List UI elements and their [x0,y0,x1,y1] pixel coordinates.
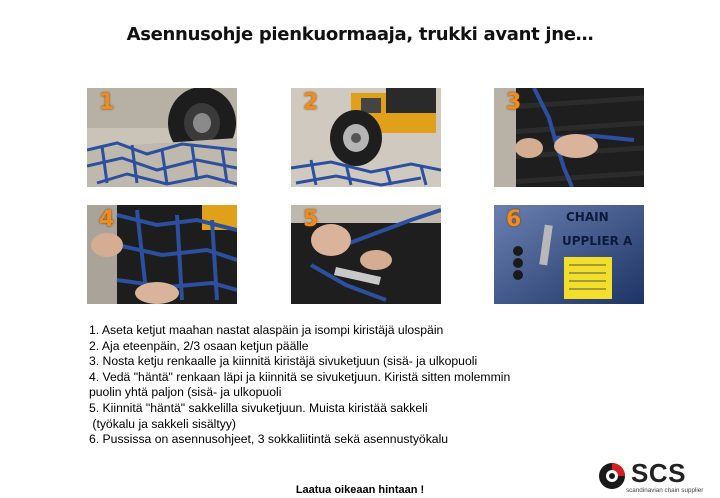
step-2-photo [291,88,441,187]
step-5-number: 5 [303,207,319,232]
instruction-line: 4. Vedä "häntä" renkaan läpi ja kiinnitä se sivuketjuun. Kiristä sitten molemmin [89,369,511,384]
step-1-photo [87,88,237,187]
step-5-photo [291,205,441,304]
step-3-photo [494,88,644,187]
instruction-line: 1. Aseta ketjut maahan nastat alaspäin ja isompi kiristäjä ulospäin [89,323,444,337]
instruction-line: 3. Nosta ketju renkaalle ja kiinnitä kiristäjä sivuketjuun (sisä- ja ulkopuoli [89,354,478,369]
instruction-line: 5. Kiinnitä "häntä" sakkelilla sivuketjuun. Muista kiristää sakkeli [89,400,428,415]
logo-mark-icon [598,462,626,490]
step-4-number: 4 [99,207,115,232]
step-6-photo [494,205,644,304]
instruction-line: 2. Aja eteenpäin, 2/3 osaan ketjun päälle [89,338,309,353]
step-2-number: 2 [303,90,319,115]
step-6-number: 6 [506,207,522,232]
page-title: Asennusohje pienkuormaaja, trukki avant jne… [126,24,594,45]
step-4-photo [87,205,237,304]
bag-brand-text-1: CHAIN [566,210,609,224]
instruction-line: puolin yhtä paljon (sisä- ja ulkopuoli [89,385,282,400]
logo-word: SCS [631,458,686,488]
instruction-line: 6. Pussissa on asennusohjeet, 3 sokkaliitintä sekä asennustyökalu [89,432,449,447]
logo-tagline: scandinavian chain supplier [626,487,704,494]
bag-brand-text-2: UPPLIER A [562,234,633,248]
scs-logo [598,460,708,496]
footer-slogan: Laatua oikeaan hintaan ! [295,484,425,496]
instruction-list [89,323,510,448]
instruction-line: (työkalu ja sakkeli sisältyy) [89,416,236,431]
step-1-number: 1 [99,90,115,115]
step-3-number: 3 [506,90,522,115]
